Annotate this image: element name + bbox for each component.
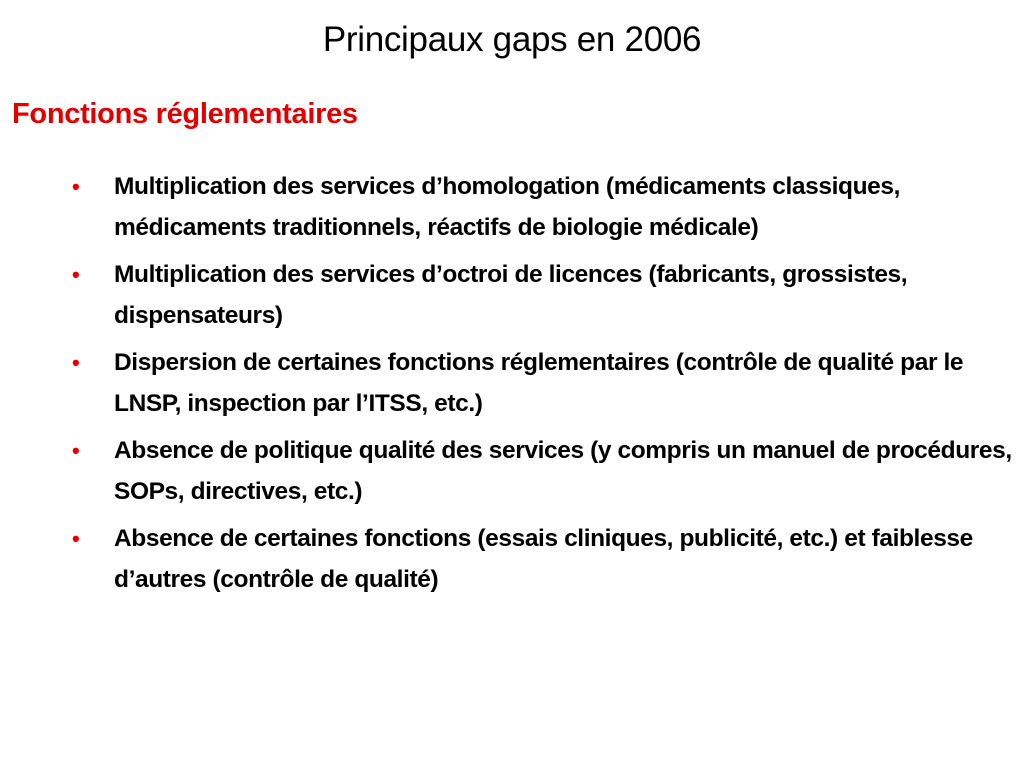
bullet-icon: • [72,350,80,375]
bullet-list [64,166,1014,606]
bullet-item [64,254,1014,336]
section-heading: Fonctions réglementaires [12,98,358,130]
bullet-icon: • [72,438,80,463]
bullet-text: Absence de certaines fonctions (essais cliniques, publicité, etc.) et faiblesse d’autres (contrôle de qualité) [114,525,973,593]
bullet-item [64,342,1014,424]
bullet-item [64,166,1014,248]
bullet-item [64,430,1014,512]
bullet-icon: • [72,262,80,287]
bullet-text: Dispersion de certaines fonctions réglementaires (contrôle de qualité par le LNSP, inspection par l’ITSS, etc.) [114,349,964,417]
bullet-text: Multiplication des services d’octroi de licences (fabricants, grossistes, dispensateurs) [114,261,908,329]
bullet-icon: • [72,174,80,199]
bullet-item [64,518,1014,600]
bullet-text: Multiplication des services d’homologation (médicaments classiques, médicaments traditionnels, réactifs de biologie médicale) [114,173,900,241]
bullet-text: Absence de politique qualité des services (y compris un manuel de procédures, SOPs, directives, etc.) [114,437,1012,505]
slide-title: Principaux gaps en 2006 [322,20,702,59]
bullet-icon: • [72,526,80,551]
